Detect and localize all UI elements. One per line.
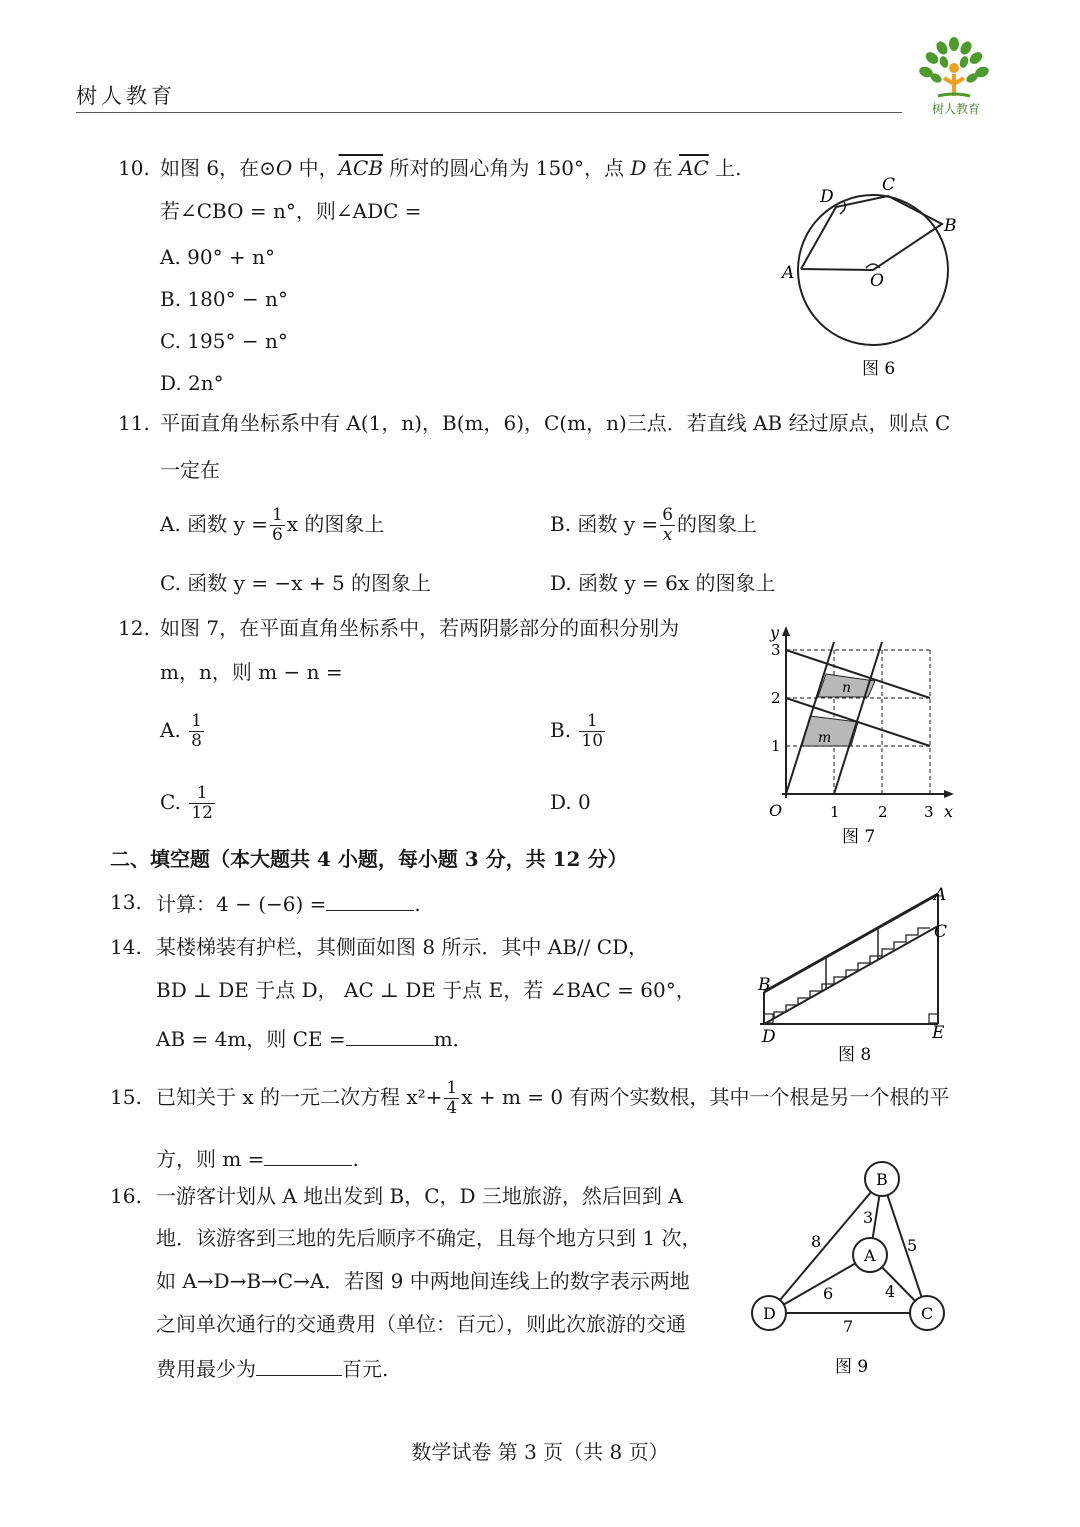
fig7-tick-x2: 2 (878, 803, 888, 821)
q11-option-c: C. 函数 y = −x + 5 的图象上 (160, 571, 432, 595)
fig8-label-c: C (934, 922, 948, 942)
q11-line1: 平面直角坐标系中有 A(1，n)，B(m，6)，C(m，n)三点．若直线 AB 经过原点，则点 C (160, 411, 951, 435)
q14-number: 14. (110, 935, 142, 959)
fig6-caption: 图 6 (862, 359, 896, 379)
fig6-label-d: D (820, 187, 834, 207)
section-2-title: 二、填空题（本大题共 4 小题，每小题 3 分，共 12 分） (110, 847, 628, 871)
q10-line2: 若∠CBO = n°，则∠ADC = (160, 199, 422, 223)
header-divider (76, 112, 902, 113)
fig7-tick-x1: 1 (830, 803, 840, 821)
q14-answer-blank (346, 1025, 434, 1046)
fig7-tick-y1: 1 (771, 737, 781, 755)
q10-option-b: B. 180° − n° (160, 287, 288, 311)
fig8-label-a: A (934, 885, 947, 905)
fig6-label-o: O (870, 271, 884, 291)
q16-answer-blank (256, 1355, 342, 1376)
fig6-label-b: B (944, 216, 957, 236)
node-d-label: D (763, 1304, 776, 1323)
q16-number: 16. (110, 1184, 142, 1208)
edge-ac-cost: 4 (885, 1282, 896, 1301)
logo-text: 树人教育 (931, 102, 980, 116)
fig7-caption: 图 7 (842, 827, 876, 847)
q15-number: 15. (110, 1085, 142, 1109)
q16-line3: 如 A→D→B→C→A．若图 9 中两地间连线上的数字表示两地 (156, 1269, 690, 1293)
fig7-label-y: y (770, 623, 780, 642)
q15-line1: 已知关于 x 的一元二次方程 x²+ $\frac{1}{4}$ x + m = 0 有两个实数根，其中一个根是另一个根的平 (156, 1078, 950, 1118)
q10-option-c: C. 195° − n° (160, 329, 288, 353)
q10-option-a: A. 90° + n° (160, 245, 275, 269)
fig6-label-c: C (882, 175, 896, 195)
page-footer: 数学试卷 第 3 页（共 8 页） (411, 1440, 669, 1464)
edge-ad-cost: 6 (823, 1284, 834, 1303)
q15-answer-blank (264, 1145, 352, 1166)
fig7-tick-y3: 3 (771, 641, 781, 659)
edge-bc-cost: 5 (907, 1236, 918, 1255)
q13-answer-blank (326, 890, 414, 911)
q16-line2: 地．该游客到三地的先后顺序不确定，且每个地方只到 1 次， (156, 1226, 702, 1250)
q16-line5: 费用最少为 百元. (156, 1357, 389, 1381)
fig8-label-b: B (758, 975, 771, 995)
edge-bd-cost: 8 (811, 1232, 822, 1251)
fig6-label-a: A (782, 263, 795, 283)
fig8-label-e: E (932, 1023, 945, 1043)
q11-line2: 一定在 (160, 458, 220, 482)
edge-ab-cost: 3 (863, 1208, 874, 1227)
q14-line3: AB = 4m，则 CE = m． (156, 1027, 473, 1051)
fig8-label-d: D (762, 1027, 776, 1047)
q16-line1: 一游客计划从 A 地出发到 B，C，D 三地旅游，然后回到 A (156, 1184, 683, 1208)
q11-option-a: A. 函数 y = $\frac{1}{6}$ x 的图象上 (160, 505, 385, 545)
figure-8-stairs (750, 880, 960, 1070)
q12-option-b: B. $\frac{1}{10}$ (550, 711, 604, 751)
fig7-label-origin: O (769, 801, 783, 820)
figure-6-circle (770, 170, 970, 385)
q10-line1: 如图 6，在⊙O 中，$\overline{ACB}$ 所对的圆心角为 150°，点 D 在 $\overline{AC}$ 上. (160, 156, 742, 180)
fig7-label-n: n (842, 680, 852, 696)
fig7-label-m: m (818, 730, 832, 746)
fig8-caption: 图 8 (838, 1045, 872, 1065)
q10-option-d: D. 2n° (160, 371, 224, 395)
node-a-label: A (864, 1246, 876, 1265)
q16-line4: 之间单次通行的交通费用（单位：百元），则此次旅游的交通 (156, 1312, 686, 1336)
node-c-label: C (921, 1304, 934, 1323)
q13-text: 计算：4 − (−6) = . (156, 892, 421, 916)
q12-option-c: C. $\frac{1}{12}$ (160, 783, 213, 823)
edge-dc-cost: 7 (843, 1317, 854, 1336)
fig9-caption: 图 9 (835, 1357, 869, 1377)
q11-number: 11. (118, 411, 150, 435)
q12-option-d: D. 0 (550, 790, 591, 814)
q12-line2: m，n，则 m − n = (160, 660, 343, 684)
q11-option-d: D. 函数 y = 6x 的图象上 (550, 571, 776, 595)
q12-line1: 如图 7，在平面直角坐标系中，若两阴影部分的面积分别为 (160, 616, 680, 640)
q15-line2: 方，则 m = . (156, 1147, 359, 1171)
q12-option-a: A. $\frac{1}{8}$ (160, 711, 202, 751)
figure-7-grid (758, 620, 968, 850)
q11-option-b: B. 函数 y = $\frac{6}{x}$ 的图象上 (550, 505, 758, 545)
header-title: 树人教育 (76, 84, 176, 108)
figure-9-graph (745, 1155, 955, 1380)
q14-line2: BD ⊥ DE 于点 D， AC ⊥ DE 于点 E，若 ∠BAC = 60°， (156, 978, 696, 1002)
node-b-label: B (876, 1170, 888, 1189)
q12-number: 12. (118, 616, 150, 640)
fig7-tick-x3: 3 (924, 803, 934, 821)
q14-line1: 某楼梯装有护栏，其侧面如图 8 所示．其中 AB// CD， (156, 935, 649, 959)
q10-number: 10. (118, 156, 150, 180)
fig7-tick-y2: 2 (771, 689, 781, 707)
q13-number: 13. (110, 890, 142, 914)
fig7-label-x: x (944, 802, 954, 821)
